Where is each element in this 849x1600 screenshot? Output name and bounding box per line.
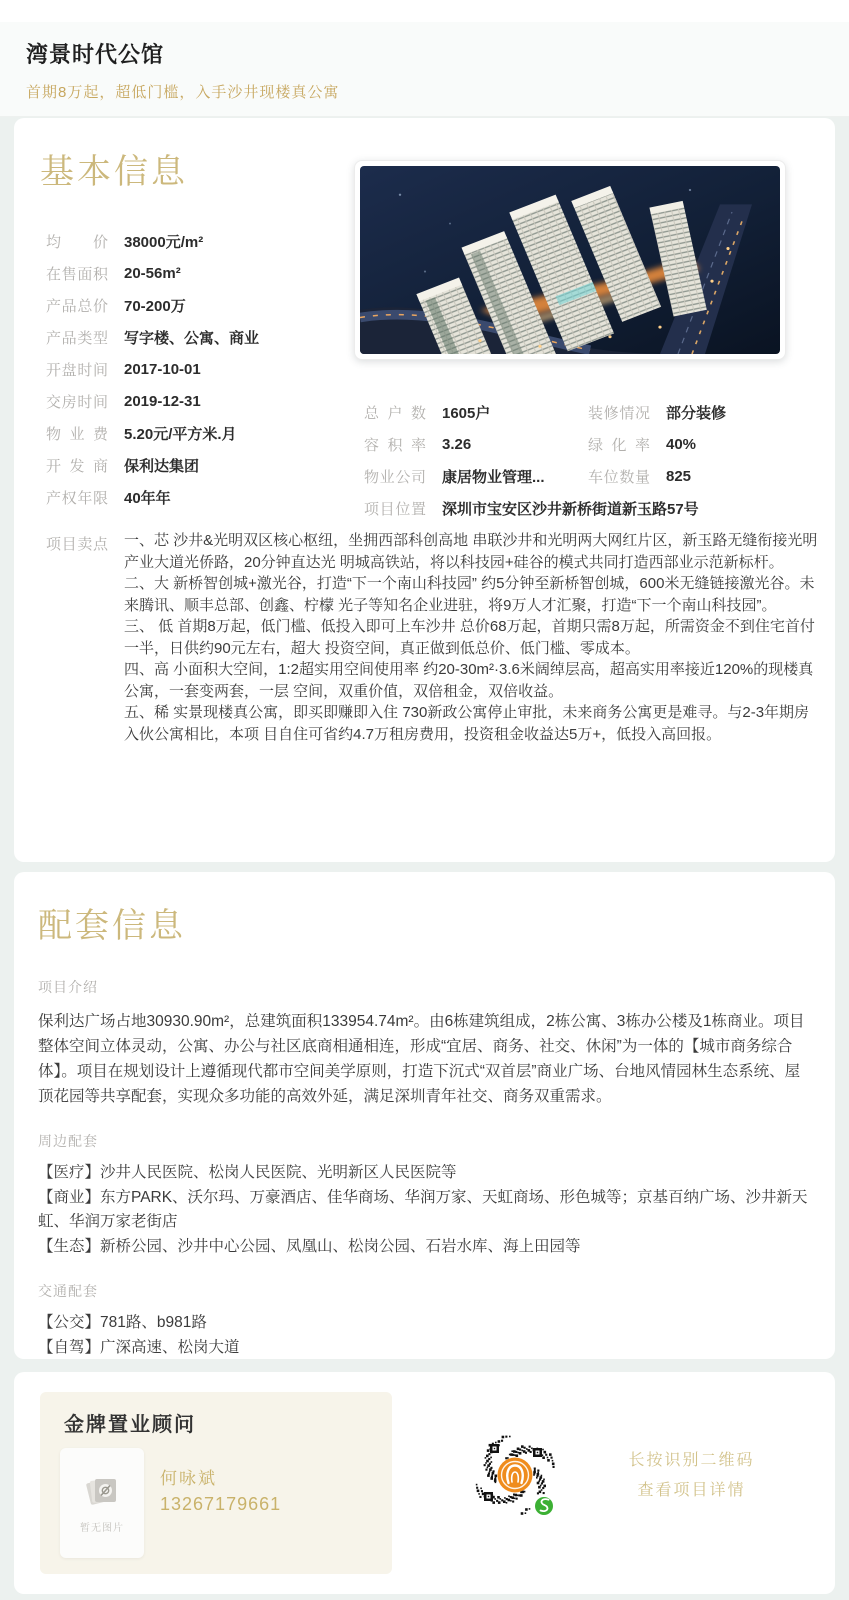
info-value: 2019-12-31 — [124, 392, 201, 410]
basic-info-left-rows — [46, 225, 346, 513]
info-value: 部分装修 — [666, 404, 727, 422]
qr-tip-line2: 查看项目详情 — [637, 1482, 746, 1499]
info-label: 产品类型 — [46, 329, 108, 347]
info-pair-parking — [588, 466, 814, 487]
info-row-product-type — [46, 321, 346, 353]
info-label: 绿化率 — [588, 436, 650, 454]
info-pair-plot-ratio — [364, 434, 588, 455]
selling-point: 五、稀 实景现楼真公寓，即买即赚即入住 730新政公寓停止审批，未来商务公寓更是难寻。与2-3年期房入伙公寓相比，本项 目自住可省约4.7万租房费用，投资租金收益达5万+，低投入高回报。 — [124, 704, 810, 743]
info-value: 5.20元/平方米.月 — [124, 425, 237, 443]
basic-info-right-rows — [364, 396, 814, 524]
nearby-label: 周边配套 — [38, 1133, 98, 1149]
info-row-total-price — [46, 289, 346, 321]
agent-phone-number[interactable]: 13267179661 — [160, 1494, 282, 1514]
info-label: 项目位置 — [364, 500, 426, 518]
basic-info-section-title: 基本信息 — [40, 153, 188, 191]
nearby-item-medical: 【医疗】沙井人民医院、松岗人民医院、光明新区人民医院等 — [38, 1164, 457, 1181]
top-strip — [0, 0, 849, 22]
info-row-location — [364, 492, 814, 524]
qr-code-graphic — [470, 1432, 560, 1522]
info-value: 40% — [666, 435, 697, 453]
building-aerial-illustration — [360, 166, 780, 354]
selling-points-text — [124, 530, 818, 745]
info-pair-decoration — [588, 402, 814, 423]
transport-item-drive: 【自驾】广深高速、松岗大道 — [38, 1338, 240, 1356]
supporting-info-card — [14, 872, 835, 1359]
info-value: 康居物业管理... — [442, 468, 545, 486]
supporting-info-section-title: 配套信息 — [38, 907, 186, 945]
info-label: 总户数 — [364, 404, 426, 422]
property-title: 湾景时代公馆 — [26, 42, 165, 67]
selling-points-block — [46, 530, 818, 745]
info-line — [364, 460, 814, 492]
info-value: 70-200万 — [124, 297, 186, 315]
info-value: 20-56m² — [124, 264, 181, 282]
info-value: 825 — [666, 467, 692, 485]
nearby-list — [38, 1161, 811, 1259]
info-label: 开发商 — [46, 457, 108, 475]
info-label: 装修情况 — [588, 404, 650, 422]
no-photo-caption: 暂无图片 — [80, 1522, 124, 1534]
qr-center-logo — [498, 1458, 533, 1493]
selling-point: 一、芯 沙井&光明双区核心枢纽，坐拥西部科创高地 串联沙井和光明两大网红片区，新玉路无缝衔接光明产业大道光侨路，20分钟直达光 明城高铁站，将以科技园+硅谷的模式共同打造西部业示范新标杆。 — [124, 532, 818, 571]
info-label: 在售面积 — [46, 265, 108, 283]
info-pair-greening — [588, 434, 814, 455]
info-value: 深圳市宝安区沙井新桥街道新玉路57号 — [442, 500, 699, 518]
info-line — [364, 428, 814, 460]
info-row-open-date — [46, 353, 346, 385]
agent-card — [14, 1372, 835, 1594]
selling-points-label: 项目卖点 — [46, 536, 108, 553]
info-value: 40年年 — [124, 489, 171, 507]
info-row-developer — [46, 449, 346, 481]
agent-avatar-placeholder — [60, 1448, 144, 1558]
nearby-item-business: 【商业】东方PARK、沃尔玛、万豪酒店、佳华商场、华润万家、天虹商场、形色城等；京基百纳广场、沙井新天虹、华润万家老街店 — [38, 1188, 808, 1230]
info-label: 交房时间 — [46, 393, 108, 411]
info-row-price — [46, 225, 346, 257]
selling-point: 四、高 小面积大空间，1:2超实用空间使用率 约20-30m²·3.6米阔绰层高，超高实用率接近120%的现楼真公寓，一套变两套，一层 空间，双重价值，双倍租金，双倍收益。 — [124, 661, 814, 700]
info-label: 物业公司 — [364, 468, 426, 486]
info-value: 写字楼、公寓、商业 — [124, 329, 260, 347]
mini-program-qr-code[interactable] — [470, 1432, 560, 1522]
no-photo-icon — [82, 1473, 122, 1511]
qr-tip-line1: 长按识别二维码 — [628, 1452, 755, 1469]
info-row-property-fee — [46, 417, 346, 449]
info-row-tenure — [46, 481, 346, 513]
basic-info-card — [14, 118, 835, 862]
transport-item-bus: 【公交】781路、b981路 — [38, 1314, 207, 1331]
selling-point: 二、大 新桥智创城+激光谷，打造“下一个南山科技园” 约5分钟至新桥智创城，600米无缝链接激光谷。未来腾讯、顺丰总部、创鑫、柠檬 光子等知名企业进驻，将9万人才汇聚，打造“下一个南山科技园”。 — [124, 575, 815, 614]
info-value: 1605户 — [442, 404, 491, 422]
agent-name: 何咏斌 — [160, 1469, 217, 1488]
selling-point: 三、 低 首期8万起，低门槛、低投入即可上车沙井 总价68万起，首期只需8万起，所需资金不到住宅首付一半，日供约90元左右，超大 投资空间，真正做到低总价、低门槛、零成本。 — [124, 618, 815, 657]
info-label: 开盘时间 — [46, 361, 108, 379]
info-row-area — [46, 257, 346, 289]
info-label: 物业费 — [46, 425, 108, 443]
info-line — [364, 396, 814, 428]
info-row-delivery-date — [46, 385, 346, 417]
info-value: 3.26 — [442, 435, 472, 453]
property-subtitle: 首期8万起，超低门槛，入手沙井现楼真公寓 — [26, 84, 340, 101]
info-label: 产权年限 — [46, 489, 108, 507]
info-value: 2017-10-01 — [124, 360, 201, 378]
property-rendering-image[interactable] — [354, 160, 786, 360]
qr-tip-text — [574, 1446, 809, 1506]
info-label: 产品总价 — [46, 297, 108, 315]
info-label: 容积率 — [364, 436, 426, 454]
info-label: 均价 — [46, 233, 108, 251]
agent-card-title: 金牌置业顾问 — [64, 1414, 196, 1436]
info-value: 保利达集团 — [124, 457, 200, 475]
info-value: 38000元/m² — [124, 233, 204, 251]
intro-label: 项目介绍 — [38, 979, 98, 995]
info-label: 车位数量 — [588, 468, 650, 486]
agent-panel — [40, 1392, 392, 1574]
page-header — [0, 22, 849, 117]
transport-label: 交通配套 — [38, 1283, 98, 1299]
transport-list — [38, 1311, 811, 1360]
nearby-item-ecology: 【生态】新桥公园、沙井中心公园、凤凰山、松岗公园、石岩水库、海上田园等 — [38, 1237, 581, 1255]
project-intro-paragraph: 保利达广场占地30930.90m²，总建筑面积133954.74m²。由6栋建筑组成，2栋公寓、3栋办公楼及1栋商业。项目整体空间立体灵动，公寓、办公与社区底商相通相连，形成“宜居、商务、社交、休闲”为一体的【城市商务综合体】。项目在规划设计上遵循现代都市空间美学原则，打造下沉式“双首层”商业广场、台地风情园林生态系统、屋顶花园等共享配套，实现众多功能的高效外延，满足深圳青年社交、商务双重需求。 — [38, 1013, 805, 1105]
info-pair-households — [364, 402, 588, 423]
info-pair-property-company — [364, 466, 588, 487]
